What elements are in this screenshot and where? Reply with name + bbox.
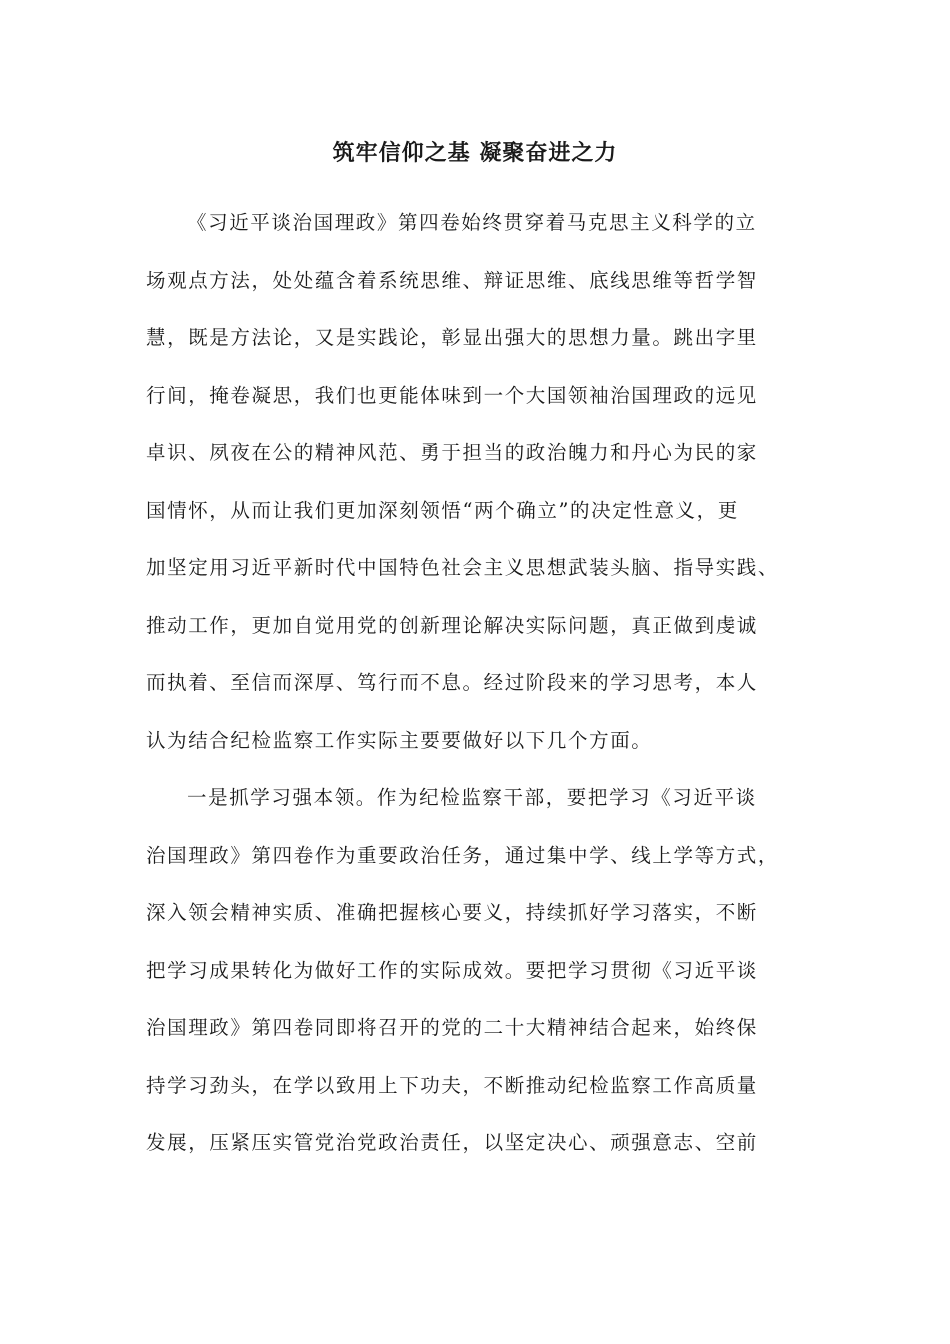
paragraph-line: 一是抓学习强本领。作为纪检监察干部，要把学习《习近平谈 — [187, 786, 757, 809]
paragraph-line: 行间，掩卷凝思，我们也更能体味到一个大国领袖治国理政的远见 — [146, 383, 758, 407]
paragraph-line: 治国理政》第四卷作为重要政治任务，通过集中学、线上学等方式， — [146, 843, 780, 867]
paragraph-line: 治国理政》第四卷同即将召开的党的二十大精神结合起来，始终保 — [146, 1016, 758, 1039]
paragraph-line: 持学习劲头，在学以致用上下功夫，不断推动纪检监察工作高质量 — [146, 1073, 758, 1097]
paragraph-line: 推动工作，更加自觉用党的创新理论解决实际问题，真正做到虔诚 — [146, 613, 758, 637]
paragraph-line: 场观点方法，处处蕴含着系统思维、辩证思维、底线思维等哲学智 — [146, 268, 758, 292]
paragraph-intro — [146, 203, 806, 778]
paragraph-line: 《习近平谈治国理政》第四卷始终贯穿着马克思主义科学的立 — [187, 211, 757, 234]
paragraph-line: 卓识、夙夜在公的精神风范、勇于担当的政治魄力和丹心为民的家 — [146, 441, 758, 464]
document-title: 筑牢信仰之基 凝聚奋进之力 — [332, 140, 618, 166]
paragraph-line: 发展，压紧压实管党治党政治责任，以坚定决心、顽强意志、空前 — [146, 1131, 758, 1154]
paragraph-line: 加坚定用习近平新时代中国特色社会主义思想武装头脑、指导实践、 — [146, 556, 780, 579]
paragraph-line: 深入领会精神实质、准确把握核心要义，持续抓好学习落实，不断 — [146, 901, 758, 924]
paragraph-line: 国情怀，从而让我们更加深刻领悟“两个确立”的决定性意义，更 — [146, 498, 739, 522]
paragraph-line: 而执着、至信而深厚、笃行而不息。经过阶段来的学习思考，本人 — [146, 671, 758, 694]
paragraph-line: 慧，既是方法论，又是实践论，彰显出强大的思想力量。跳出字里 — [146, 326, 758, 349]
paragraph-study — [146, 778, 806, 1181]
paragraph-line: 把学习成果转化为做好工作的实际成效。要把学习贯彻《习近平谈 — [146, 958, 758, 982]
paragraph-line: 认为结合纪检监察工作实际主要要做好以下几个方面。 — [146, 728, 653, 752]
